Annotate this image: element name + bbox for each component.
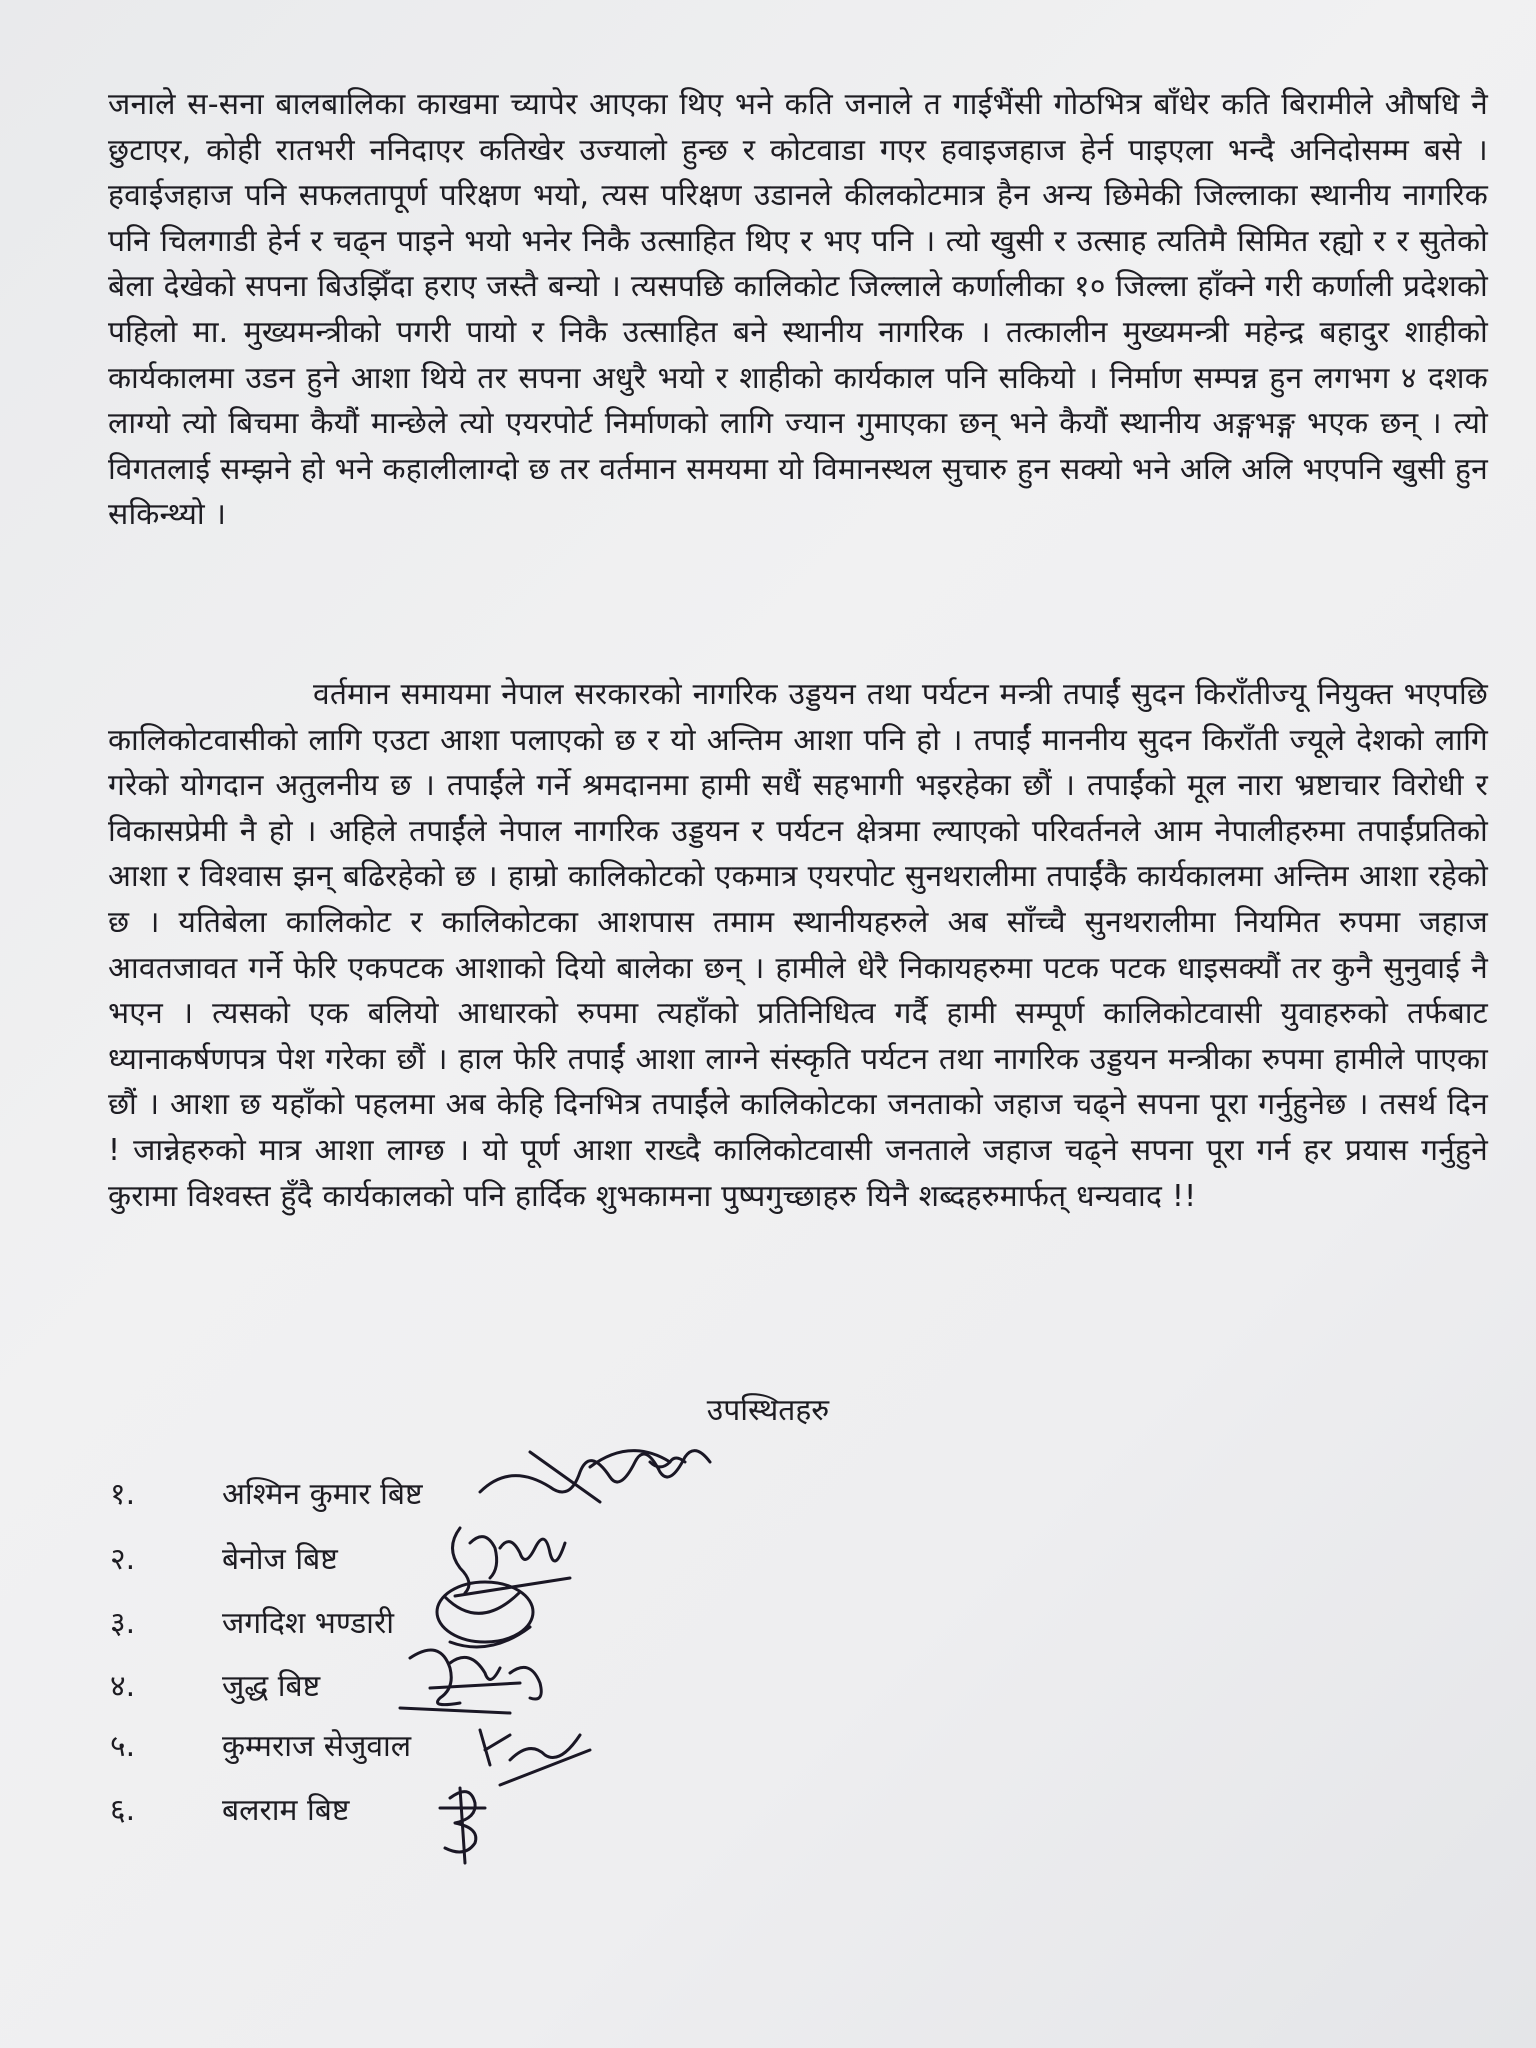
attendee-row [110,1537,710,1585]
attendee-name: बलराम बिष्ट [222,1793,350,1828]
attendee-name: कुम्मराज सेजुवाल [222,1729,412,1764]
attendee-row [110,1724,710,1772]
attendee-number: ५. [110,1729,136,1764]
signature-juddha [390,1628,570,1723]
attendee-name: बेनोज बिष्ट [222,1542,338,1577]
signature-balaram [425,1778,505,1868]
attendee-name: जगदिश भण्डारी [222,1606,394,1641]
attendee-number: २. [110,1542,136,1577]
attendee-number: १. [110,1477,136,1512]
attendee-number: ३. [110,1606,136,1641]
attendee-name: अश्मिन कुमार बिष्ट [222,1477,423,1512]
attendees-heading: उपस्थितहरु [706,1393,830,1428]
attendee-row [110,1788,710,1836]
attendee-number: ४. [110,1669,136,1704]
attendee-number: ६. [110,1793,136,1828]
attendee-name: जुद्ध बिष्ट [222,1669,321,1704]
body-paragraph-2: वर्तमान समायमा नेपाल सरकारको नागरिक उड्डयन तथा पर्यटन मन्त्री तपाईं सुदन किराँतीज्यू नियुक्त भएपछि कालिकोटवासीको लागि एउटा आशा पलाएको छ र यो अन्तिम आशा पनि हो । तपाईं माननीय सुदन किराँती ज्यूले देशको लागि गरेको योगदान अतुलनीय छ । तपाईंले गर्ने श्रमदानमा हामी सधैं सहभागी भइरहेका छौं । तपाईंको मूल नारा भ्रष्टाचार विरोधी र विकासप्रेमी नै हो । अहिले तपाईंले नेपाल नागरिक उड्डयन र पर्यटन क्षेत्रमा ल्याएको परिवर्तनले आम नेपालीहरुमा तपाईंप्रतिको आशा र विश्वास झन् बढिरहेको छ । हाम्रो कालिकोटको एकमात्र एयरपोट सुनथरालीमा तपाईंकै कार्यकालमा अन्तिम आशा रहेको छ । यतिबेला कालिकोट र कालिकोटका आशपास तमाम स्थानीयहरुले अब साँच्चै सुनथरालीमा नियमित रुपमा जहाज आवतजावत गर्ने फेरि एकपटक आशाको दियो बालेका छन् । हामीले धेरै निकायहरुमा पटक पटक धाइसक्यौं तर कुनै सुनुवाई नै भएन । त्यसको एक बलियो आधारको रुपमा त्यहाँको प्रतिनिधित्व गर्दै हामी सम्पूर्ण कालिकोटवासी युवाहरुको तर्फबाट ध्यानाकर्षणपत्र पेश गरेका छौं । हाल फेरि तपाईं आशा लाग्ने संस्कृति पर्यटन तथा नागरिक उड्डयन मन्त्रीका रुपमा हामीले पाएका छौं । आशा छ यहाँको पहलमा अब केहि दिनभित्र तपाईंले कालिकोटका जनताको जहाज चढ्ने सपना पूरा गर्नुहुनेछ । तसर्थ दिन ! जान्नेहरुको मात्र आशा लाग्छ । यो पूर्ण आशा राख्दै कालिकोटवासी जनताले जहाज चढ्ने सपना पूरा गर्न हर प्रयास गर्नुहुने कुरामा विश्वस्त हुँदै कार्यकालको पनि हार्दिक शुभकामना पुष्पगुच्छाहरु यिनै शब्दहरुमार्फत् धन्यवाद !! [108,677,1488,1214]
body-paragraph-1: जनाले स-सना बालबालिका काखमा च्यापेर आएका थिए भने कति जनाले त गाईभैंसी गोठभित्र बाँधेर कति बिरामीले औषधि नै छुटाएर, कोही रातभरी ननिदाएर कतिखेर उज्यालो हुन्छ र कोटवाडा गएर हवाइजहाज हेर्न पाइएला भन्दै अनिदोसम्म बसे । हवाईजहाज पनि सफलतापूर्ण परिक्षण भयो, त्यस परिक्षण उडानले कीलकोटमात्र हैन अन्य छिमेकी जिल्लाका स्थानीय नागरिक पनि चिलगाडी हेर्न र चढ्न पाइने भयो भनेर निकै उत्साहित थिए र भए पनि । त्यो खुसी र उत्साह त्यतिमै सिमित रह्यो र र सुतेको बेला देखेको सपना बिउझिँदा हराए जस्तै बन्यो । त्यसपछि कालिकोट जिल्लाले कर्णालीका १० जिल्ला हाँक्ने गरी कर्णाली प्रदेशको पहिलो मा. मुख्यमन्त्रीको पगरी पायो र निकै उत्साहित बने स्थानीय नागरिक । तत्कालीन मुख्यमन्त्री महेन्द्र बहादुर शाहीको कार्यकालमा उडन हुने आशा थिये तर सपना अधुरै भयो र शाहीको कार्यकाल पनि सकियो । निर्माण सम्पन्न हुन लगभग ४ दशक लाग्यो त्यो बिचमा कैयौं मान्छेले त्यो एयरपोर्ट निर्माणको लागि ज्यान गुमाएका छन् भने कैयौं स्थानीय अङ्गभङ्ग भएक छन् । त्यो विगतलाई सम्झने हो भने कहालीलाग्दो छ तर वर्तमान समयमा यो विमानस्थल सुचारु हुन सक्यो भने अलि अलि भएपनि खुसी हुन सकिन्थ्यो । [108,87,1488,533]
